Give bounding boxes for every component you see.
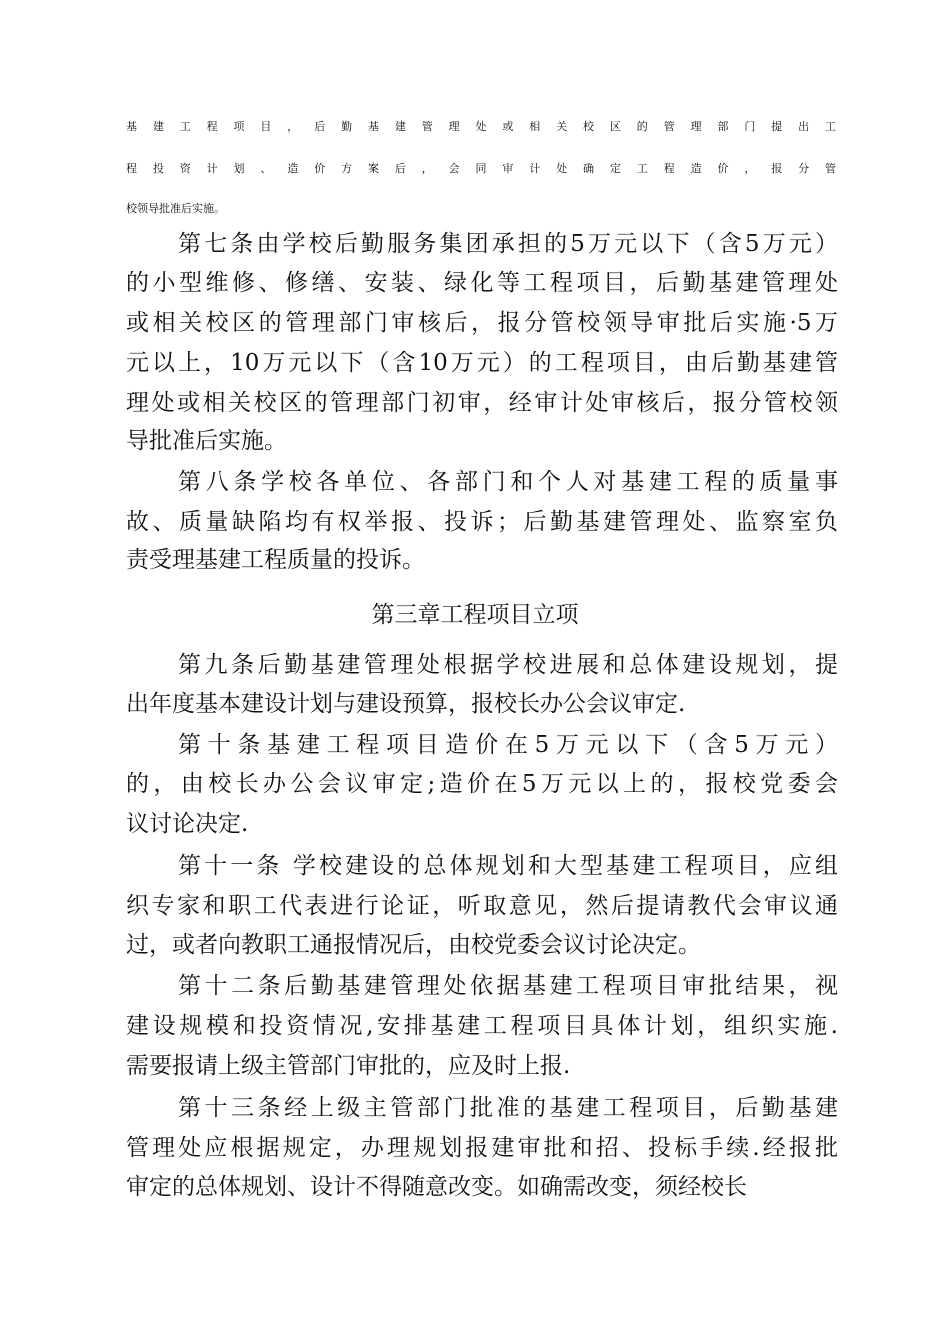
article-10-line: 的，由校长办公会议审定;造价在5万元以上的，报校党委会 <box>126 771 838 797</box>
text-line: 程投资计划、造价方案后，会同审计处确定工程造价，报分管 <box>126 162 836 175</box>
text-line: 基建工程项目，后勤基建管理处或相关校区的管理部门提出工 <box>126 120 836 133</box>
article-8-line: 责受理基建工程质量的投诉。 <box>126 547 425 573</box>
article-13-line: 第十三条经上级主管部门批准的基建工程项目，后勤基建 <box>178 1095 838 1121</box>
article-11-line: 第十一条 学校建设的总体规划和大型基建工程项目，应组 <box>178 853 838 879</box>
article-7-line: 导批准后实施。 <box>126 428 287 454</box>
article-10-line: 第十条基建工程项目造价在5万元以下（含5万元） <box>178 732 838 758</box>
article-7-line: 的小型维修、修缮、安装、绿化等工程项目，后勤基建管理处 <box>126 270 838 296</box>
article-12-line: 第十二条后勤基建管理处依据基建工程项目审批结果，视 <box>178 973 838 999</box>
article-8-line: 第八条学校各单位、各部门和个人对基建工程的质量事 <box>178 469 838 495</box>
article-9-line: 出年度基本建设计划与建设预算，报校长办公会议审定. <box>126 691 686 717</box>
article-7-line: 第七条由学校后勤服务集团承担的5万元以下（含5万元） <box>178 231 838 257</box>
text-line: 校领导批准后实施。 <box>126 202 225 215</box>
article-9-line: 第九条后勤基建管理处根据学校进展和总体建设规划，提 <box>178 652 838 678</box>
article-11-line: 织专家和职工代表进行论证，听取意见，然后提请教代会审议通 <box>126 893 838 919</box>
article-8-line: 故、质量缺陷均有权举报、投诉；后勤基建管理处、监察室负 <box>126 509 838 535</box>
article-13-line: 审定的总体规划、设计不得随意改变。如确需改变，须经校长 <box>126 1174 747 1200</box>
article-12-line: 需要报请上级主管部门审批的，应及时上报. <box>126 1053 571 1079</box>
article-11-line: 过，或者向教职工通报情况后，由校党委会议讨论决定。 <box>126 932 701 958</box>
article-7-line: 元以上，10万元以下（含10万元）的工程项目，由后勤基建管 <box>126 350 838 376</box>
article-7-line: 理处或相关校区的管理部门初审，经审计处审核后，报分管校领 <box>126 390 838 416</box>
article-10-line: 议讨论决定. <box>126 811 249 837</box>
article-7-line: 或相关校区的管理部门审核后，报分管校领导审批后实施·5万 <box>126 310 838 336</box>
article-13-line: 管理处应根据规定，办理规划报建审批和招、投标手续.经报批 <box>126 1135 838 1161</box>
article-12-line: 建设规模和投资情况,安排基建工程项目具体计划，组织实施. <box>126 1013 838 1039</box>
chapter-heading: 第三章工程项目立项 <box>371 602 579 628</box>
